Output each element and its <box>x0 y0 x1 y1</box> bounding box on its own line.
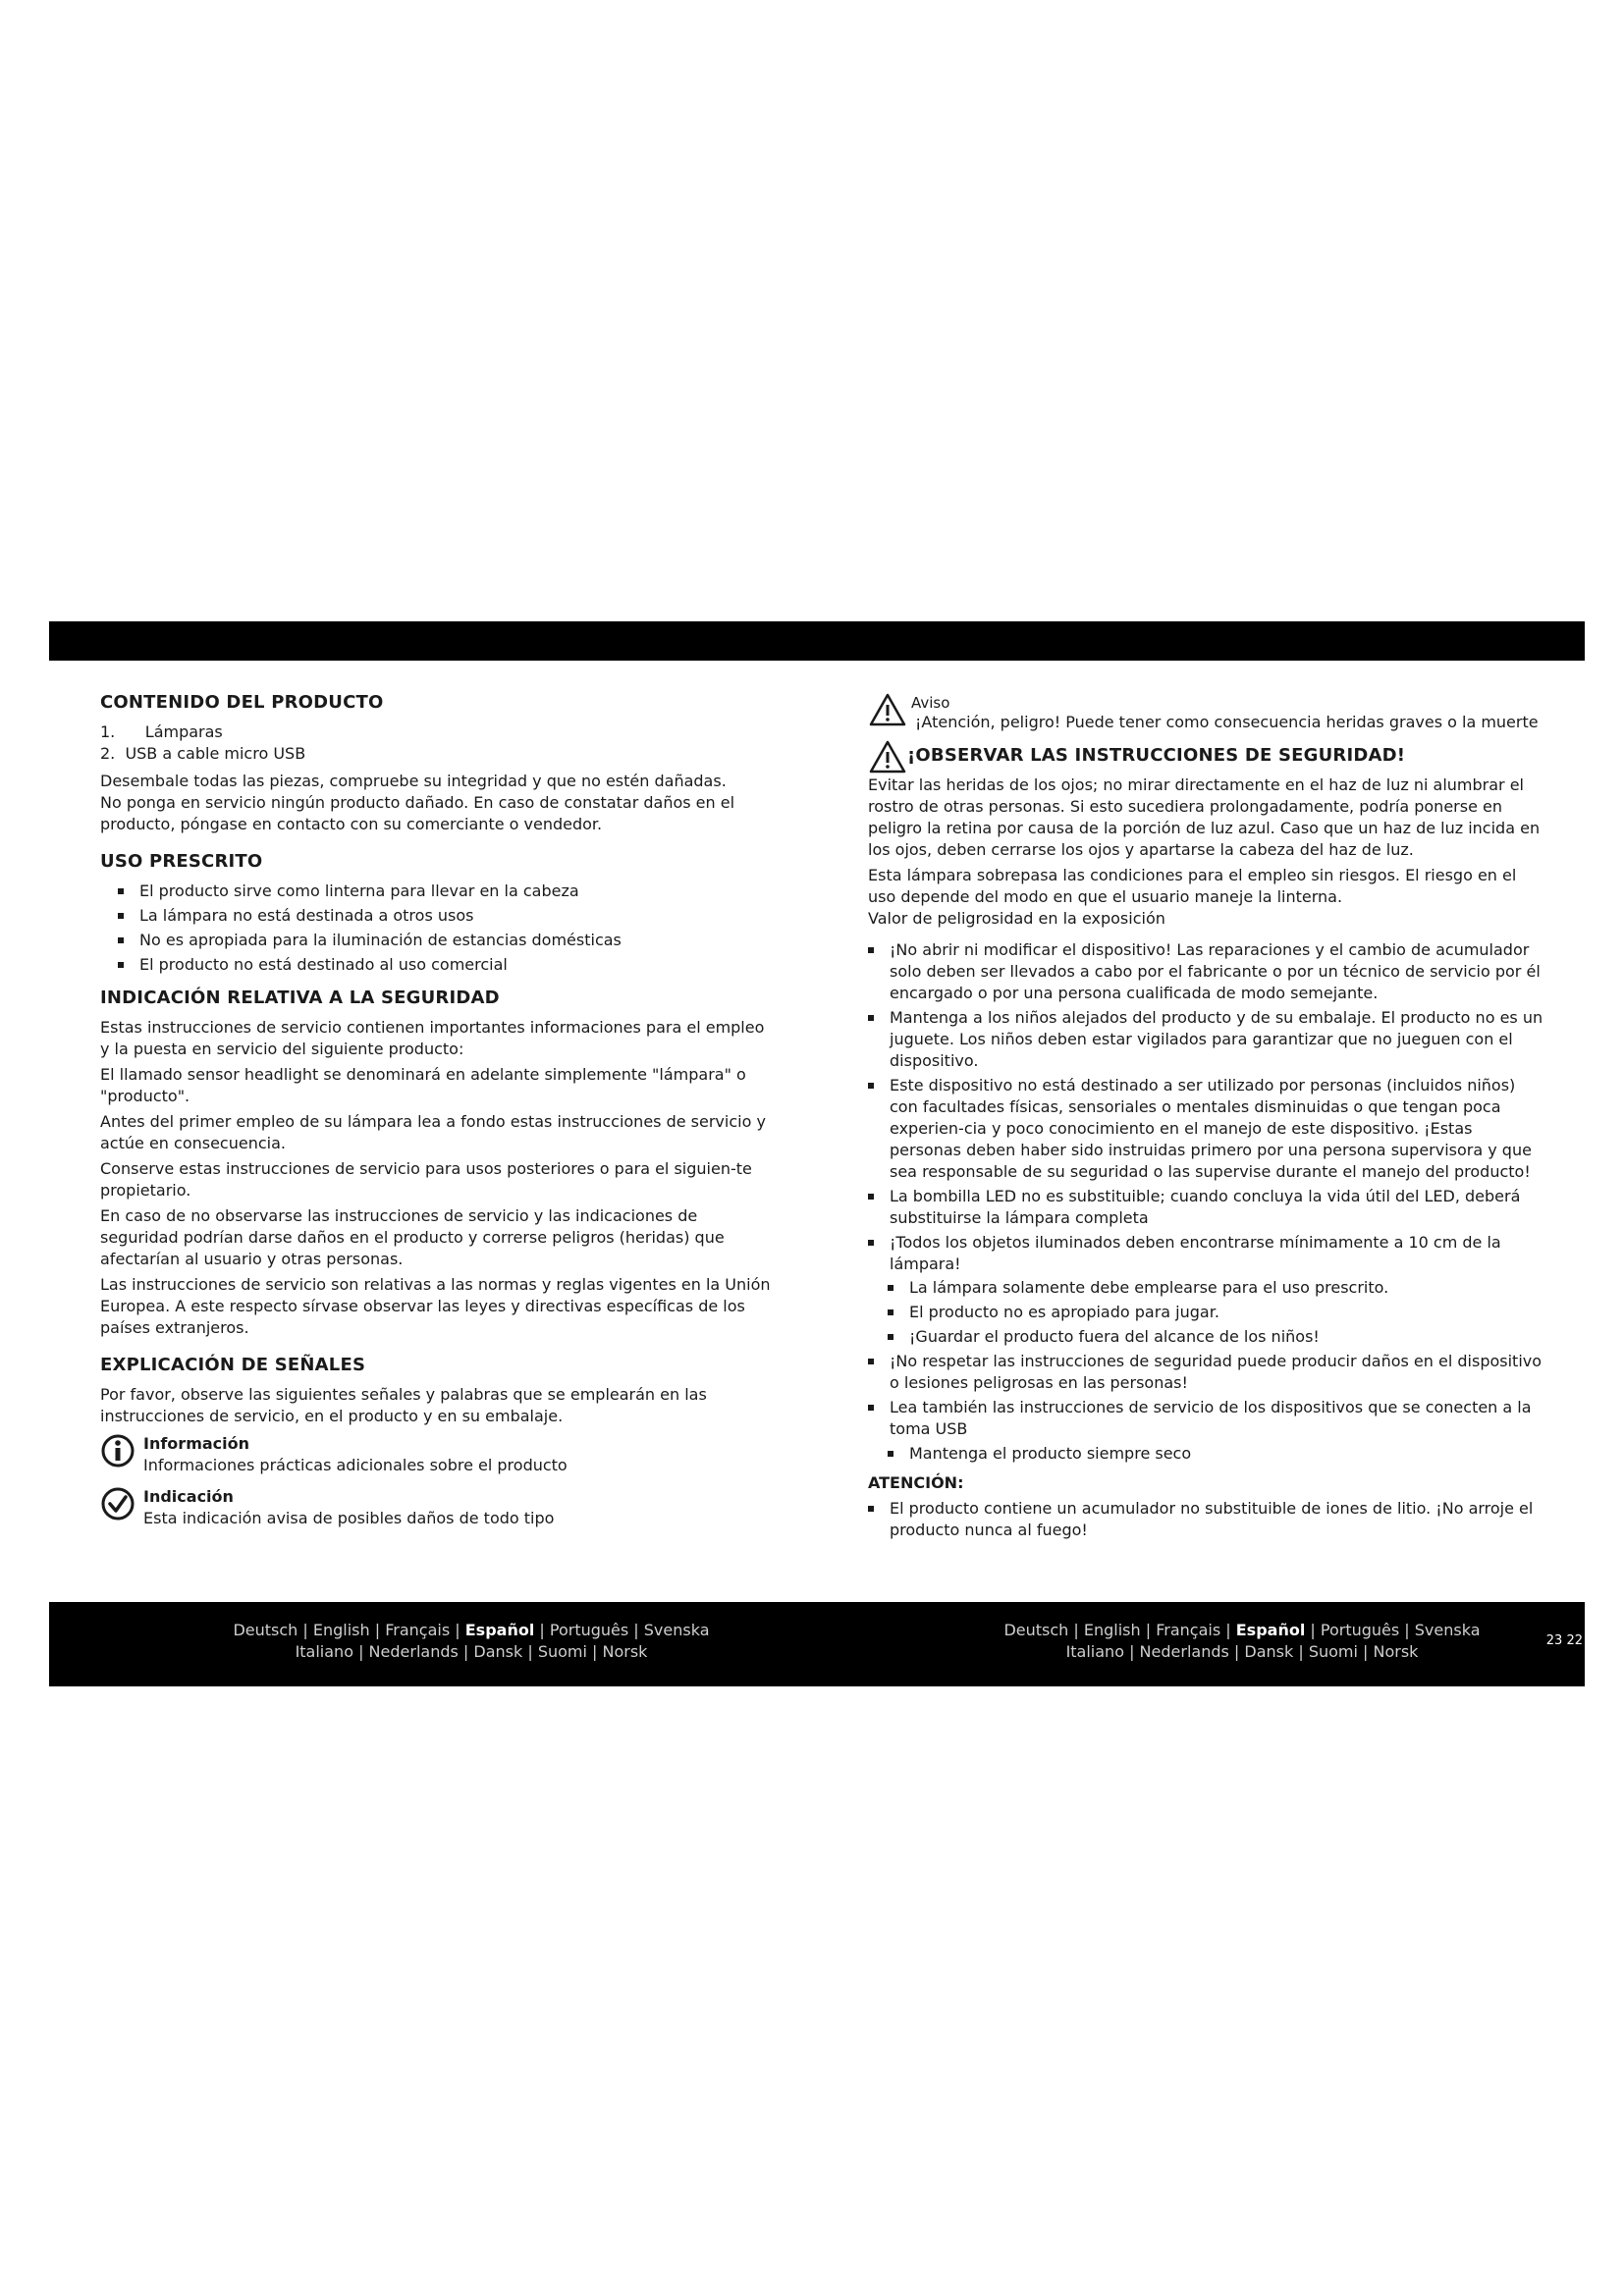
warning-icon <box>868 692 907 733</box>
paragraph: Las instrucciones de servicio son relativas a las normas y reglas vigentes en la Unión Europea. A este respecto sírvase observar las leyes y directivas específicas de los países extranjeros. <box>100 1275 771 1337</box>
indicacion-sign <box>100 1486 778 1529</box>
safety-list-2 <box>868 1351 1545 1440</box>
list-item: El producto sirve como linterna para llevar en la cabeza <box>118 881 778 902</box>
indicacion-description: Esta indicación avisa de posibles daños de todo tipo <box>143 1509 555 1527</box>
list-item: ¡No abrir ni modificar el dispositivo! Las reparaciones y el cambio de acumulador solo deben ser llevados a cabo por el fabricante o por un técnico de servicio por él encargado o por una persona cualificada de modo semejante. <box>868 939 1545 1004</box>
check-icon <box>100 1486 135 1527</box>
list-item: Lea también las instrucciones de servicio de los dispositivos que se conecten a la toma USB <box>868 1397 1545 1440</box>
list-item: ¡No respetar las instrucciones de seguridad puede producir daños en el dispositivo o lesiones peligrosas en las personas! <box>868 1351 1545 1394</box>
footer-bar <box>49 1602 1585 1686</box>
atencion-list <box>868 1498 1545 1541</box>
atencion-title: ATENCIÓN: <box>868 1473 964 1492</box>
paragraph: Conserve estas instrucciones de servicio para usos posteriores o para el siguien-te propietario. <box>100 1159 752 1200</box>
language-links-right <box>947 1620 1537 1663</box>
indicacion-title: Indicación <box>143 1487 234 1506</box>
language-link-current[interactable]: Español <box>1235 1621 1306 1639</box>
aviso-title: Aviso <box>911 694 950 712</box>
page-numbers: 23 22 <box>1545 1633 1583 1648</box>
list-item: ¡Todos los objetos iluminados deben encontrarse mínimamente a 10 cm de la lámpara! <box>868 1232 1545 1275</box>
safety-list <box>868 939 1545 1275</box>
list-item: ¡Guardar el producto fuera del alcance de los niños! <box>888 1326 1545 1348</box>
paragraph: Estas instrucciones de servicio contienen importantes informaciones para el empleo y la puesta en servicio del siguiente producto: <box>100 1018 765 1058</box>
safety-sublist <box>868 1277 1545 1348</box>
list-item: El producto no es apropiado para jugar. <box>888 1302 1545 1323</box>
paragraph: Desembale todas las piezas, compruebe su integridad y que no estén dañadas. <box>100 772 727 790</box>
language-link[interactable]: | Português | Svenska <box>1305 1621 1481 1639</box>
left-column <box>100 692 778 1539</box>
info-sign <box>100 1433 778 1476</box>
section-title-seguridad: INDICACIÓN RELATIVA A LA SEGURIDAD <box>100 988 500 1008</box>
warning-icon <box>868 739 907 780</box>
list-item: La lámpara no está destinada a otros usos <box>118 905 778 927</box>
aviso-description: ¡Atención, peligro! Puede tener como consecuencia heridas graves o la muerte <box>915 713 1539 731</box>
list-item: Mantenga a los niños alejados del producto y de su embalaje. El producto no es un juguete. Los niños deben estar vigilados para garantizar que no jueguen con el dispositivo. <box>868 1007 1545 1072</box>
paragraph: Antes del primer empleo de su lámpara lea a fondo estas instrucciones de servicio y actúe en consecuencia. <box>100 1112 766 1152</box>
observar-title: ¡OBSERVAR LAS INSTRUCCIONES DE SEGURIDAD! <box>907 745 1406 766</box>
paragraph: Esta lámpara sobrepasa las condiciones para el empleo sin riesgos. El riesgo en el uso depende del modo en que el usuario maneje la linterna. <box>868 866 1517 906</box>
paragraph: No ponga en servicio ningún producto dañado. En caso de constatar daños en el producto, póngase en contacto con su comerciante o vendedor. <box>100 793 735 833</box>
paragraph: En caso de no observarse las instrucciones de servicio y las indicaciones de seguridad podrían darse daños en el producto y correrse peligros (heridas) que afectarían al usuario y otras personas. <box>100 1206 725 1268</box>
aviso-sign <box>868 694 1545 733</box>
list-item: No es apropiada para la iluminación de estancias domésticas <box>118 930 778 951</box>
list-item: La bombilla LED no es substituible; cuando concluya la vida útil del LED, deberá substituirse la lámpara completa <box>868 1186 1545 1229</box>
list-item: 2. USB a cable micro USB <box>100 744 306 763</box>
list-item: 1. Lámparas <box>100 722 223 741</box>
info-description: Informaciones prácticas adicionales sobre el producto <box>143 1456 568 1474</box>
right-column <box>868 694 1545 1549</box>
language-link[interactable]: Deutsch | English | Français | <box>1003 1621 1236 1639</box>
uso-list <box>100 881 778 976</box>
section-title-contenido: CONTENIDO DEL PRODUCTO <box>100 692 384 713</box>
paragraph: Valor de peligrosidad en la exposición <box>868 909 1165 928</box>
info-icon <box>100 1433 135 1474</box>
paragraph: Evitar las heridas de los ojos; no mirar directamente en el haz de luz ni alumbrar el rostro de otras personas. Si esto sucediera prolongadamente, podría ponerse en peligro la retina por causa de la porción de luz azul. Caso que un haz de luz incida en los ojos, deben cerrarse los ojos y apartarse la cabeza del haz de luz. <box>868 775 1541 859</box>
language-link[interactable]: Italiano | Nederlands | Dansk | Suomi | Norsk <box>1065 1642 1419 1661</box>
language-links-left <box>177 1620 766 1663</box>
list-item: Este dispositivo no está destinado a ser utilizado por personas (incluidos niños) con facultades físicas, sensoriales o mentales disminuidas o que tengan poca experien-cia y poco conocimiento en el manejo de este dispositivo. ¡Estas personas deben haber sido instruidas primero por una persona supervisora y que sea responsable de su seguridad o las supervise durante el manejo del producto! <box>868 1075 1545 1183</box>
language-link[interactable]: Italiano | Nederlands | Dansk | Suomi | Norsk <box>295 1642 648 1661</box>
language-link[interactable]: Deutsch | English | Français | <box>233 1621 465 1639</box>
language-link[interactable]: | Português | Svenska <box>534 1621 710 1639</box>
observar-heading <box>868 741 1545 767</box>
top-black-bar <box>49 621 1585 661</box>
info-title: Información <box>143 1434 250 1453</box>
list-item: La lámpara solamente debe emplearse para el uso prescrito. <box>888 1277 1545 1299</box>
list-item: Mantenga el producto siempre seco <box>888 1443 1545 1465</box>
section-title-senales: EXPLICACIÓN DE SEÑALES <box>100 1355 366 1375</box>
contents-list <box>100 721 778 765</box>
section-title-uso: USO PRESCRITO <box>100 851 263 872</box>
paragraph: El llamado sensor headlight se denominará en adelante simplemente "lámpara" o "producto". <box>100 1065 746 1105</box>
list-item: El producto no está destinado al uso comercial <box>118 954 778 976</box>
language-link-current[interactable]: Español <box>464 1621 535 1639</box>
paragraph: Por favor, observe las siguientes señales y palabras que se emplearán en las instrucciones de servicio, en el producto y en su embalaje. <box>100 1385 707 1425</box>
safety-sublist-2 <box>868 1443 1545 1465</box>
list-item: El producto contiene un acumulador no substituible de iones de litio. ¡No arroje el producto nunca al fuego! <box>868 1498 1545 1541</box>
